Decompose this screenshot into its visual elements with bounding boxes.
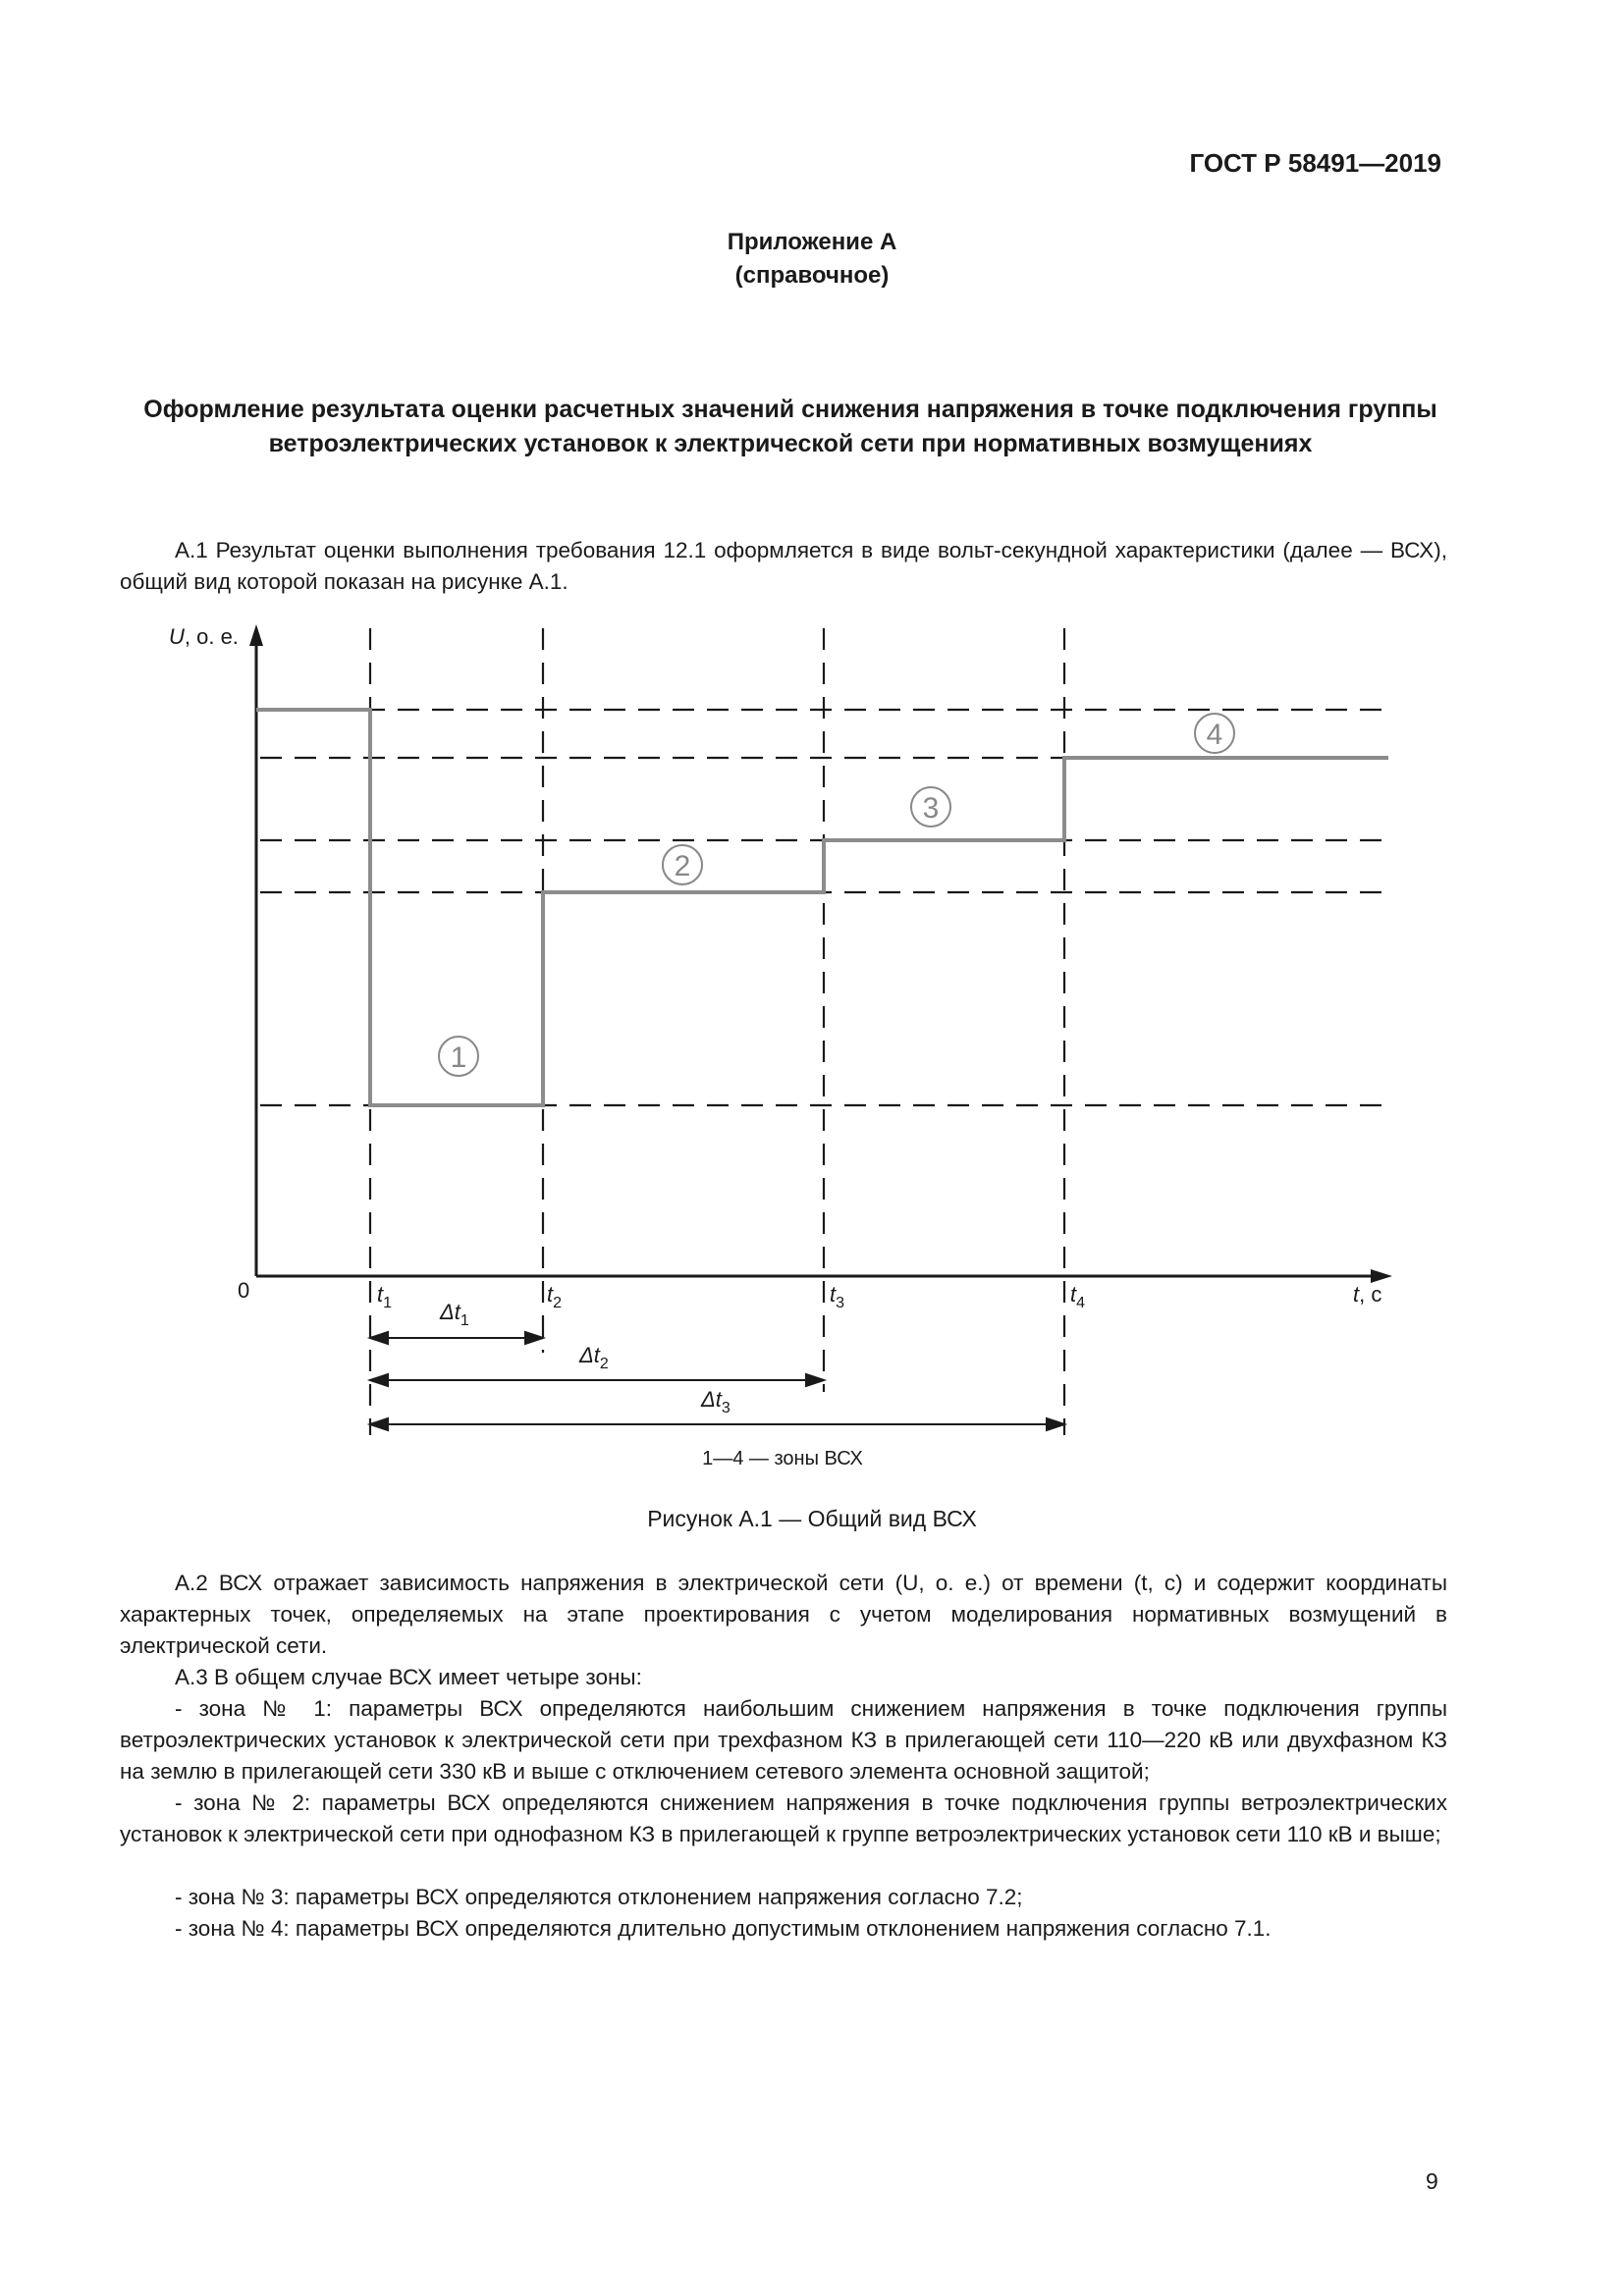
paragraph-a3: А.3 В общем случае ВСХ имеет четыре зоны: xyxy=(175,1665,642,1689)
origin-label: 0 xyxy=(238,1278,250,1303)
zone-marker-4 xyxy=(1195,714,1234,753)
t3-label: $t_3$ xyxy=(830,1282,845,1311)
zone-marker-1 xyxy=(439,1037,478,1076)
zone-marker-3 xyxy=(911,787,950,827)
figure-caption: Рисунок А.1 — Общий вид ВСХ xyxy=(647,1506,977,1531)
x-axis-label: t, с xyxy=(1353,1282,1382,1307)
y-axis-arrow xyxy=(249,624,263,646)
dt3-label: $\Delta t_3$ xyxy=(701,1387,731,1416)
dt2-label: $\Delta t_2$ xyxy=(579,1343,609,1372)
intro-paragraph: А.1 Результат оценки выполнения требования 12.1 оформляется в виде вольт-секундной характеристики (далее — ВСХ), общий вид которой показан на рисунке А.1. xyxy=(120,538,1447,594)
dt1-label: $\Delta t_1$ xyxy=(440,1300,469,1329)
y-axis-label: U, о. е. xyxy=(169,624,239,649)
appendix-subtitle: (справочное) xyxy=(734,262,890,289)
zone-marker-2 xyxy=(663,845,702,884)
appendix-heading: Оформление результата оценки расчетных значений снижения напряжения в точке подключения группы ветроэлектрических установок к электрической сети при нормативных возмущениях xyxy=(143,396,1437,457)
t2-label: $t_2$ xyxy=(547,1282,563,1311)
vsx-curve xyxy=(256,710,1388,1105)
zone-marker-2-label: 2 xyxy=(674,850,691,882)
zone-marker-3-label: 3 xyxy=(922,792,940,825)
paragraph-a2: А.2 ВСХ отражает зависимость напряжения в электрической сети (U, о. е.) от времени (t, с) и содержит координаты характерных точек, определяемых на этапе проектирования с учетом моделирования нормативных возмущений в электрической сети. xyxy=(120,1571,1447,1658)
zone-4-item: - зона № 4: параметры ВСХ определяются длительно допустимым отклонением напряжения согласно 7.1. xyxy=(175,1916,1272,1941)
x-axis-arrow xyxy=(1371,1269,1392,1283)
t4-label: $t_4$ xyxy=(1070,1282,1086,1311)
zone-1-item: - зона № 1: параметры ВСХ определяются наибольшим снижением напряжения в точке подключения группы ветроэлектрических установок к электрической сети при трехфазном КЗ в прилегающей сети 110—220 кВ или двухфазном КЗ на землю в прилегающей сети 330 кВ и выше с отключением сетевого элемента основной защитой; xyxy=(120,1696,1447,1784)
zone-marker-4-label: 4 xyxy=(1206,719,1223,751)
zone-3-item: - зона № 3: параметры ВСХ определяются отклонением напряжения согласно 7.2; xyxy=(175,1885,1023,1909)
document-code: ГОСТ Р 58491—2019 xyxy=(1189,148,1441,178)
appendix-title: Приложение А xyxy=(727,229,897,255)
page-number: 9 xyxy=(1426,2168,1438,2194)
zone-2-item: - зона № 2: параметры ВСХ определяются снижением напряжения в точке подключения группы ветроэлектрических установок к электрической сети при однофазном КЗ в прилегающей к группе ветроэлектрических установок сети 110 кВ и выше; xyxy=(120,1790,1447,1846)
t1-label: $t_1$ xyxy=(377,1282,393,1311)
zone-marker-1-label: 1 xyxy=(450,1041,467,1074)
zones-note: 1—4 — зоны ВСХ xyxy=(702,1448,863,1469)
